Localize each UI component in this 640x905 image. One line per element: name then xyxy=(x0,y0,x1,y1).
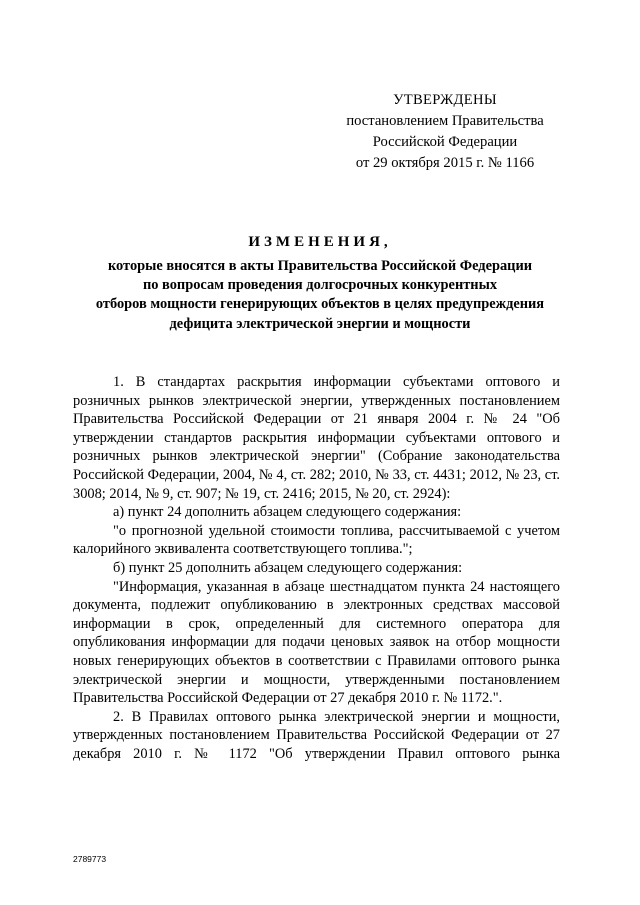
approval-heading: УТВЕРЖДЕНЫ xyxy=(393,92,497,108)
approval-line: постановлением Правительства xyxy=(346,113,544,129)
title-heading: ИЗМЕНЕНИЯ, xyxy=(248,234,392,250)
title-line: по вопросам проведения долгосрочных конкурентных xyxy=(142,277,498,294)
title-line: которые вносятся в акты Правительства Российской Федерации xyxy=(107,258,533,274)
title-line: отборов мощности генерирующих объектов в целях предупреждения xyxy=(95,296,545,313)
approval-block xyxy=(330,90,560,174)
approval-date-line: от 29 октября 2015 г. № 1166 xyxy=(355,155,535,171)
paragraph-1b-text: "Информация, указанная в абзаце шестнадцатом пункта 24 настоящего документа, подлежит опубликованию в электронных средствах массовой информации в срок, определенный для системного оператора для опубликования информации для подачи ценовых заявок на отбор мощности новых генерирующих объектов в соответствии с Правилами оптового рынка электрической энергии и мощности, утвержденными постановлением Правительства Российской Федерации от 27 декабря 2010 г. № 1172.". xyxy=(73,578,560,707)
paragraph-1a: а) пункт 24 дополнить абзацем следующего содержания: xyxy=(113,504,462,521)
paragraph-1: 1. В стандартах раскрытия информации субъектами оптового и розничных рынков электрической энергии, утвержденных постановлением Правительства Российской Федерации от 21 января 2004 г. № 24 "Об утверждении стандартов раскрытия информации субъектами оптового и розничных рынков электрической энергии" (Собрание законодательства Российской Федерации, 2004, № 4, ст. 282; 2010, № 33, ст. 4431; 2012, № 23, ст. 3008; 2014, № 9, ст. 907; № 19, ст. 2416; 2015, № 20, ст. 2924): xyxy=(73,374,560,502)
title-line: дефицита электрической энергии и мощности xyxy=(169,315,471,332)
paragraph-2: 2. В Правилах оптового рынка электрической энергии и мощности, утвержденных постановлением Правительства Российской Федерации от 27 декабря 2010 г. № 1172 "Об утверждении Правил оптового рынка xyxy=(73,708,560,762)
document-title xyxy=(60,232,580,334)
paragraph-1b: б) пункт 25 дополнить абзацем следующего содержания: xyxy=(113,559,463,576)
approval-line: Российской Федерации xyxy=(372,134,518,150)
document-code: 2789773 xyxy=(73,854,107,864)
paragraph-1a-text: "о прогнозной удельной стоимости топлива, рассчитываемой с учетом калорийного эквивалента соответствующего топлива."; xyxy=(73,522,560,558)
document-body xyxy=(73,373,560,763)
